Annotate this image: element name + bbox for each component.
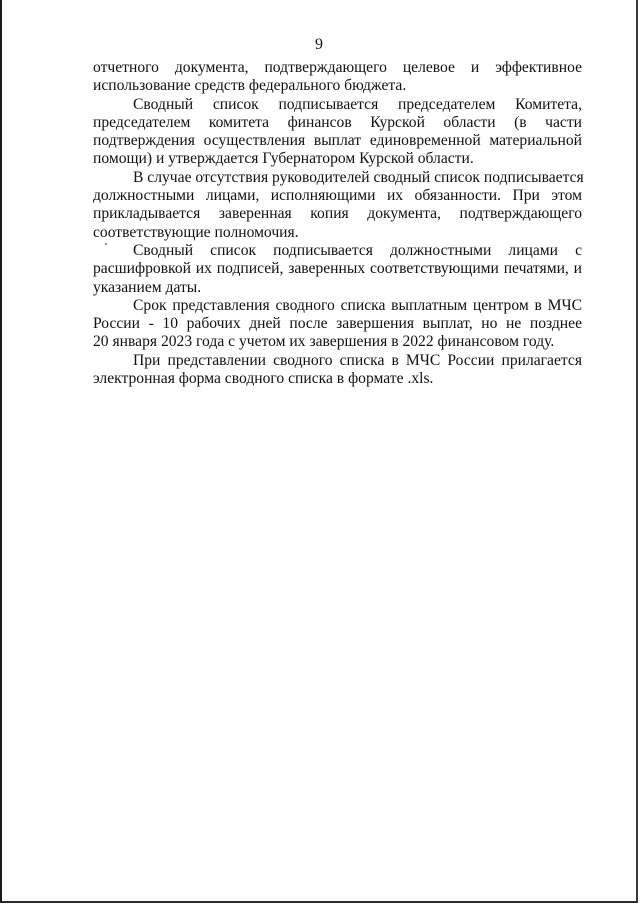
text-line: соответствующие полномочия. [93, 223, 299, 241]
text-line: прикладывается заверенная копия документа, подтверждающего [93, 205, 582, 223]
paragraph-report-document [93, 59, 582, 96]
text-line: использование средств федерального бюджета. [93, 77, 407, 95]
text-line: расшифровкой их подписей, заверенных соответствующими печатями, и [93, 260, 582, 278]
page-number: 9 [315, 36, 323, 53]
paragraph-signature-decoding [93, 242, 582, 297]
paragraph-submission-deadline [93, 297, 582, 352]
text-line: В случае отсутствия руководителей сводный список подписывается [133, 168, 584, 186]
text-line: Срок представления сводного списка выплатным центром в МЧС [133, 296, 582, 314]
text-line: 20 января 2023 года с учетом их завершения в 2022 финансовом году. [93, 333, 555, 351]
text-line: помощи) и утверждается Губернатором Курской области. [93, 150, 474, 168]
text-line: При представлении сводного списка в МЧС России прилагается [133, 351, 582, 369]
text-line: председателем комитета финансов Курской области (в части [93, 113, 582, 131]
text-line: должностными лицами, исполняющими их обязанности. При этом [93, 187, 582, 205]
paragraph-electronic-form [93, 352, 582, 389]
document-body [93, 59, 582, 388]
text-line: России - 10 рабочих дней после завершения выплат, но не позднее [93, 315, 582, 333]
paragraph-absence-of-heads [93, 169, 582, 242]
paragraph-signing-approval [93, 96, 582, 169]
text-line: электронная форма сводного списка в формате .xls. [93, 370, 434, 388]
text-line: отчетного документа, подтверждающего целевое и эффективное [93, 59, 582, 76]
text-line: указанием даты. [93, 278, 202, 296]
text-line: Сводный список подписывается должностными лицами с [133, 241, 582, 259]
text-line: Сводный список подписывается председателем Комитета, [133, 95, 582, 113]
text-line: подтверждения осуществления выплат единовременной материальной [93, 132, 582, 150]
